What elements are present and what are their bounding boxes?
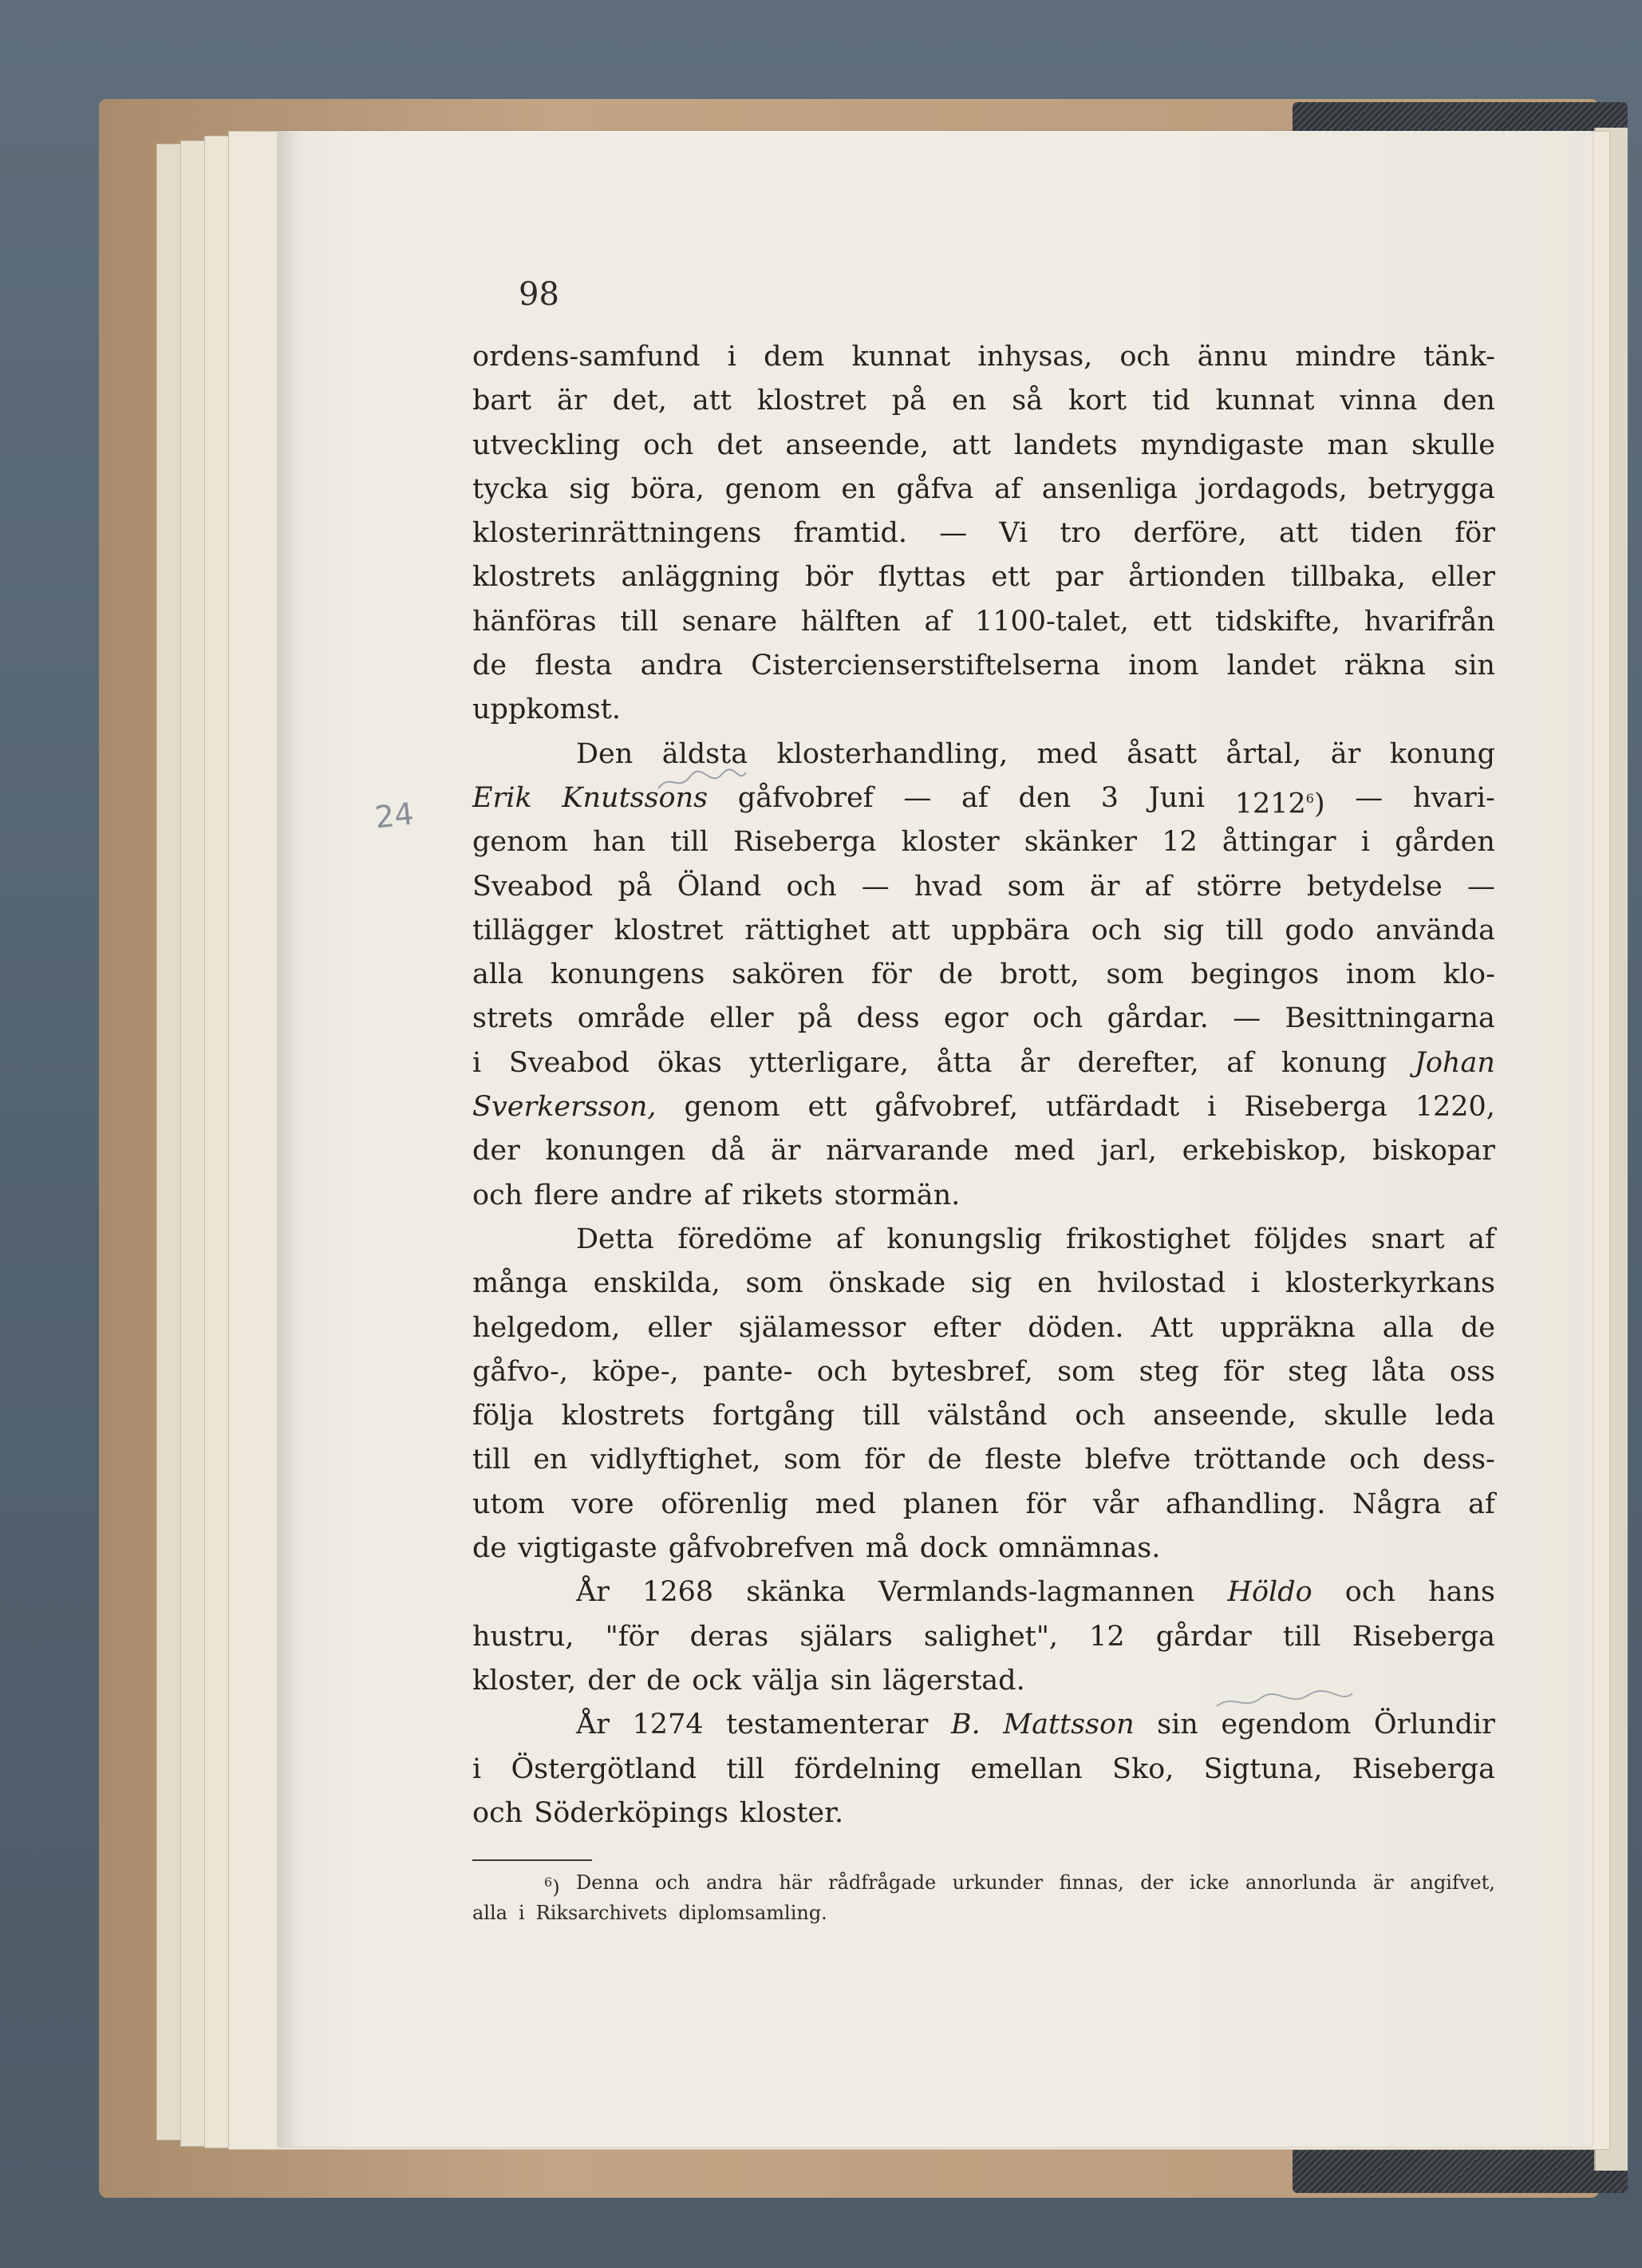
text-line: och flere andre af rikets stormän.	[472, 1179, 961, 1211]
text-line: i Sveabod ökas ytterligare, åtta år derefter, af konung Johan	[472, 1046, 1495, 1079]
text-line: de vigtigaste gåfvobrefven må dock omnämnas.	[472, 1532, 1161, 1565]
text-line: klosterinrättningens framtid. — Vi tro derföre, att tiden för	[472, 517, 1495, 550]
text-line: utom vore oförenlig med planen för vår afhandling. Några af	[472, 1488, 1495, 1520]
page-number: 98	[519, 276, 559, 313]
text-line: klostrets anläggning bör flyttas ett par årtionden tillbaka, eller	[472, 561, 1495, 594]
footnote-line: $^6$) Denna och andra här rådfrågade urkunder finnas, der icke annorlunda är angifvet,	[544, 1871, 1495, 1899]
text-line: År 1268 skänka Vermlands-lagmannen Höldo och hans	[576, 1576, 1495, 1609]
footnotes	[472, 1867, 1495, 1928]
text-line: många enskilda, som önskade sig en hvilostad i klosterkyrkans	[472, 1267, 1495, 1300]
text-line: och Söderköpings kloster.	[472, 1796, 844, 1829]
text-line: Den äldsta klosterhandling, med åsatt årtal, är konung	[576, 737, 1495, 770]
page-gutter-shadow	[278, 131, 302, 2147]
text-line: uppkomst.	[472, 693, 621, 726]
text-line: hustru, "för deras själars salighet", 12 gårdar till Riseberga	[472, 1620, 1495, 1653]
handwritten-margin-note: 24	[373, 796, 416, 836]
text-line: År 1274 testamenterar B. Mattsson sin egendom Örlundir	[576, 1709, 1495, 1741]
text-line: de flesta andra Cistercienserstiftelserna inom landet räkna sin	[472, 650, 1495, 682]
text-line: strets område eller på dess egor och gårdar. — Besittningarna	[472, 1002, 1495, 1035]
footnote-line: alla i Riksarchivets diplomsamling.	[472, 1902, 827, 1924]
text-line: genom han till Riseberga kloster skänker 12 åttingar i gården	[472, 826, 1495, 859]
text-line: ordens-samfund i dem kunnat inhysas, och ännu mindre tänk-	[472, 341, 1495, 373]
text-line: helgedom, eller själamessor efter döden. Att uppräkna alla de	[472, 1311, 1495, 1344]
text-line: tycka sig böra, genom en gåfva af ansenliga jordagods, betrygga	[472, 472, 1495, 505]
text-line: hänföras till senare hälften af 1100-talet, ett tidskifte, hvarifrån	[472, 605, 1495, 638]
footnote-divider	[472, 1859, 592, 1861]
text-line: till en vidlyftighet, som för de fleste blefve tröttande och dess-	[472, 1444, 1495, 1476]
text-line: der konungen då är närvarande med jarl, erkebiskop, biskopar	[472, 1135, 1495, 1168]
text-line: följa klostrets fortgång till välstånd och anseende, skulle leda	[472, 1400, 1495, 1432]
text-line: i Östergötland till fördelning emellan Sko, Sigtuna, Riseberga	[472, 1752, 1495, 1785]
text-line: Detta föredöme af konungslig frikostighet följdes snart af	[576, 1223, 1495, 1255]
text-line: Erik Knutssons gåfvobref — af den 3 Juni 1212$^6$) — hvari-	[472, 781, 1495, 820]
text-line: Sveabod på Öland och — hvad som är af större betydelse —	[472, 870, 1495, 903]
text-line: gåfvo-, köpe-, pante- och bytesbref, som steg för steg låta oss	[472, 1355, 1495, 1388]
text-line: bart är det, att klostret på en så kort tid kunnat vinna den	[472, 385, 1495, 417]
body-text	[472, 335, 1495, 1835]
text-line: utveckling och det anseende, att landets myndigaste man skulle	[472, 429, 1495, 461]
text-line: Sverkersson, genom ett gåfvobref, utfärdadt i Riseberga 1220,	[472, 1091, 1495, 1124]
text-line: tillägger klostret rättighet att uppbära och sig till godo använda	[472, 914, 1495, 946]
text-line: alla konungens sakören för de brott, som begingos inom klo-	[472, 958, 1495, 991]
text-line: kloster, der de ock välja sin lägerstad.	[472, 1664, 1025, 1697]
